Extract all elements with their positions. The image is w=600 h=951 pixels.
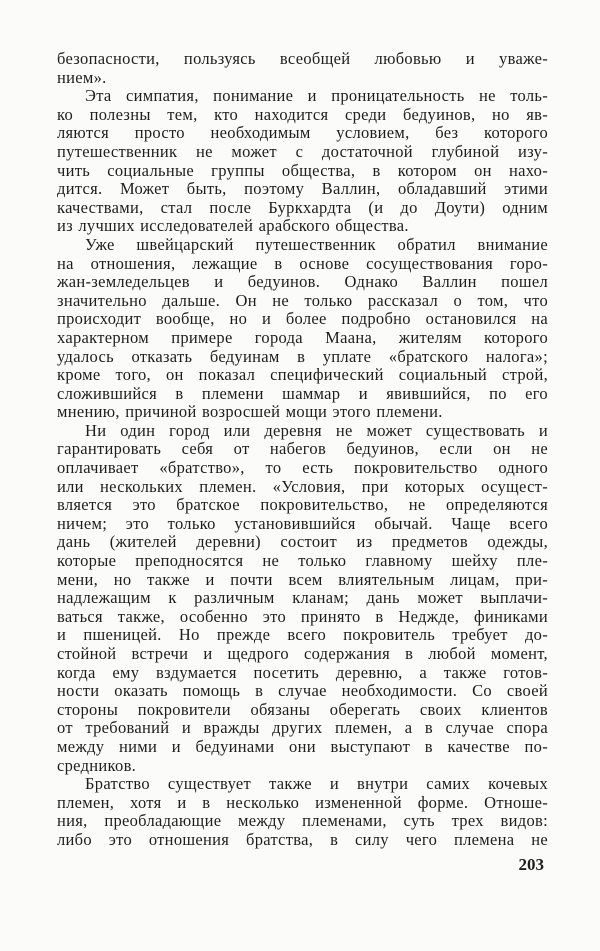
text-line: ляются просто необходимым условием, без которого — [57, 124, 548, 143]
text-line: ния, преобладающие между племенами, суть трех видов: — [57, 812, 548, 831]
text-column — [57, 50, 548, 850]
text-line: стойной встречи и щедрого содержания в любой момент, — [57, 645, 548, 663]
paragraph-5 — [57, 775, 548, 849]
text-line: на отношения, лежащие в основе сосуществования горо- — [57, 254, 548, 273]
text-line: Эта симпатия, понимание и проницательность не толь- — [85, 87, 548, 106]
text-line: от требований и вражды других племен, а в случае спора — [57, 719, 548, 738]
text-line: нием». — [57, 68, 107, 87]
text-line: сложившийся в племени шаммар и явившийся, по его — [57, 384, 548, 403]
text-line: из лучших исследователей арабского общества. — [57, 217, 409, 236]
page-number: 203 — [518, 855, 544, 874]
text-line: дится. Может быть, поэтому Валлин, обладавший этими — [57, 180, 548, 199]
text-line: безопасности, пользуясь всеобщей любовью и уваже- — [57, 50, 548, 68]
text-line: ваться также, особенно это принято в Неджде, финиками — [57, 607, 548, 626]
paragraph-3 — [57, 236, 548, 422]
text-line: дань (жителей деревни) состоит из предметов одежды, — [57, 533, 548, 552]
text-line: чить социальные группы общества, в котором он нахо- — [57, 161, 548, 180]
paragraph-1 — [57, 50, 548, 87]
text-line: между ними и бедуинами они выступают в качестве по- — [57, 737, 548, 756]
text-line: гарантировать себя от набегов бедуинов, если он не — [57, 440, 548, 459]
text-line: племен, хотя и в несколько измененной форме. Отноше- — [57, 793, 548, 812]
text-line: стороны покровители обязаны оберегать своих клиентов — [57, 700, 548, 719]
text-line: когда ему вздумается посетить деревню, а также готов- — [57, 663, 548, 682]
text-line: или нескольких племен. «Условия, при которых осущест- — [57, 477, 548, 496]
text-line: средников. — [57, 756, 137, 775]
text-line: ничем; это только установившийся обычай. Чаще всего — [57, 514, 548, 533]
text-line: качествами, стал после Буркхардта (и до Доути) одним — [57, 198, 548, 217]
text-line: ко полезны тем, кто находится среди бедуинов, но яв- — [57, 105, 548, 124]
text-line: характерном примере города Маана, жителям которого — [57, 328, 548, 347]
text-line: Уже швейцарский путешественник обратил внимание — [85, 235, 548, 254]
text-line: Ни один город или деревня не может существовать и — [85, 421, 548, 440]
paragraph-4 — [57, 422, 548, 775]
text-line: и пшеницей. Но прежде всего покровитель требует до- — [57, 626, 548, 645]
text-line: ности оказать помощь в случае необходимости. Со своей — [57, 682, 548, 701]
text-line: жан-земледельцев и бедуинов. Однако Валлин пошел — [57, 273, 548, 292]
text-line: надлежащим к различным кланам; дань может выплачи- — [57, 589, 548, 608]
text-line: оплачивает «братство», то есть покровительство одного — [57, 459, 548, 478]
paragraph-2 — [57, 87, 548, 236]
text-line: удалось отказать бедуинам в уплате «братского налога»; — [57, 347, 548, 366]
text-line: происходит вообще, но и более подробно остановился на — [57, 310, 548, 329]
text-line: путешественник не может с достаточной глубиной изу- — [57, 142, 548, 161]
text-line: Братство существует также и внутри самих кочевых — [85, 775, 548, 794]
text-line: мнению, причиной возросшей мощи этого племени. — [57, 403, 443, 422]
text-line: которые преподносятся не только главному шейху пле- — [57, 552, 548, 571]
text-line: мени, но также и почти всем влиятельным лицам, при- — [57, 570, 548, 589]
text-line: вляется это братское покровительство, не определяются — [57, 496, 548, 515]
text-line: либо это отношения братства, в силу чего племена не — [57, 830, 548, 849]
text-line: кроме того, он показал специфический социальный строй, — [57, 366, 548, 385]
text-line: значительно дальше. Он не только рассказал о том, что — [57, 291, 548, 310]
